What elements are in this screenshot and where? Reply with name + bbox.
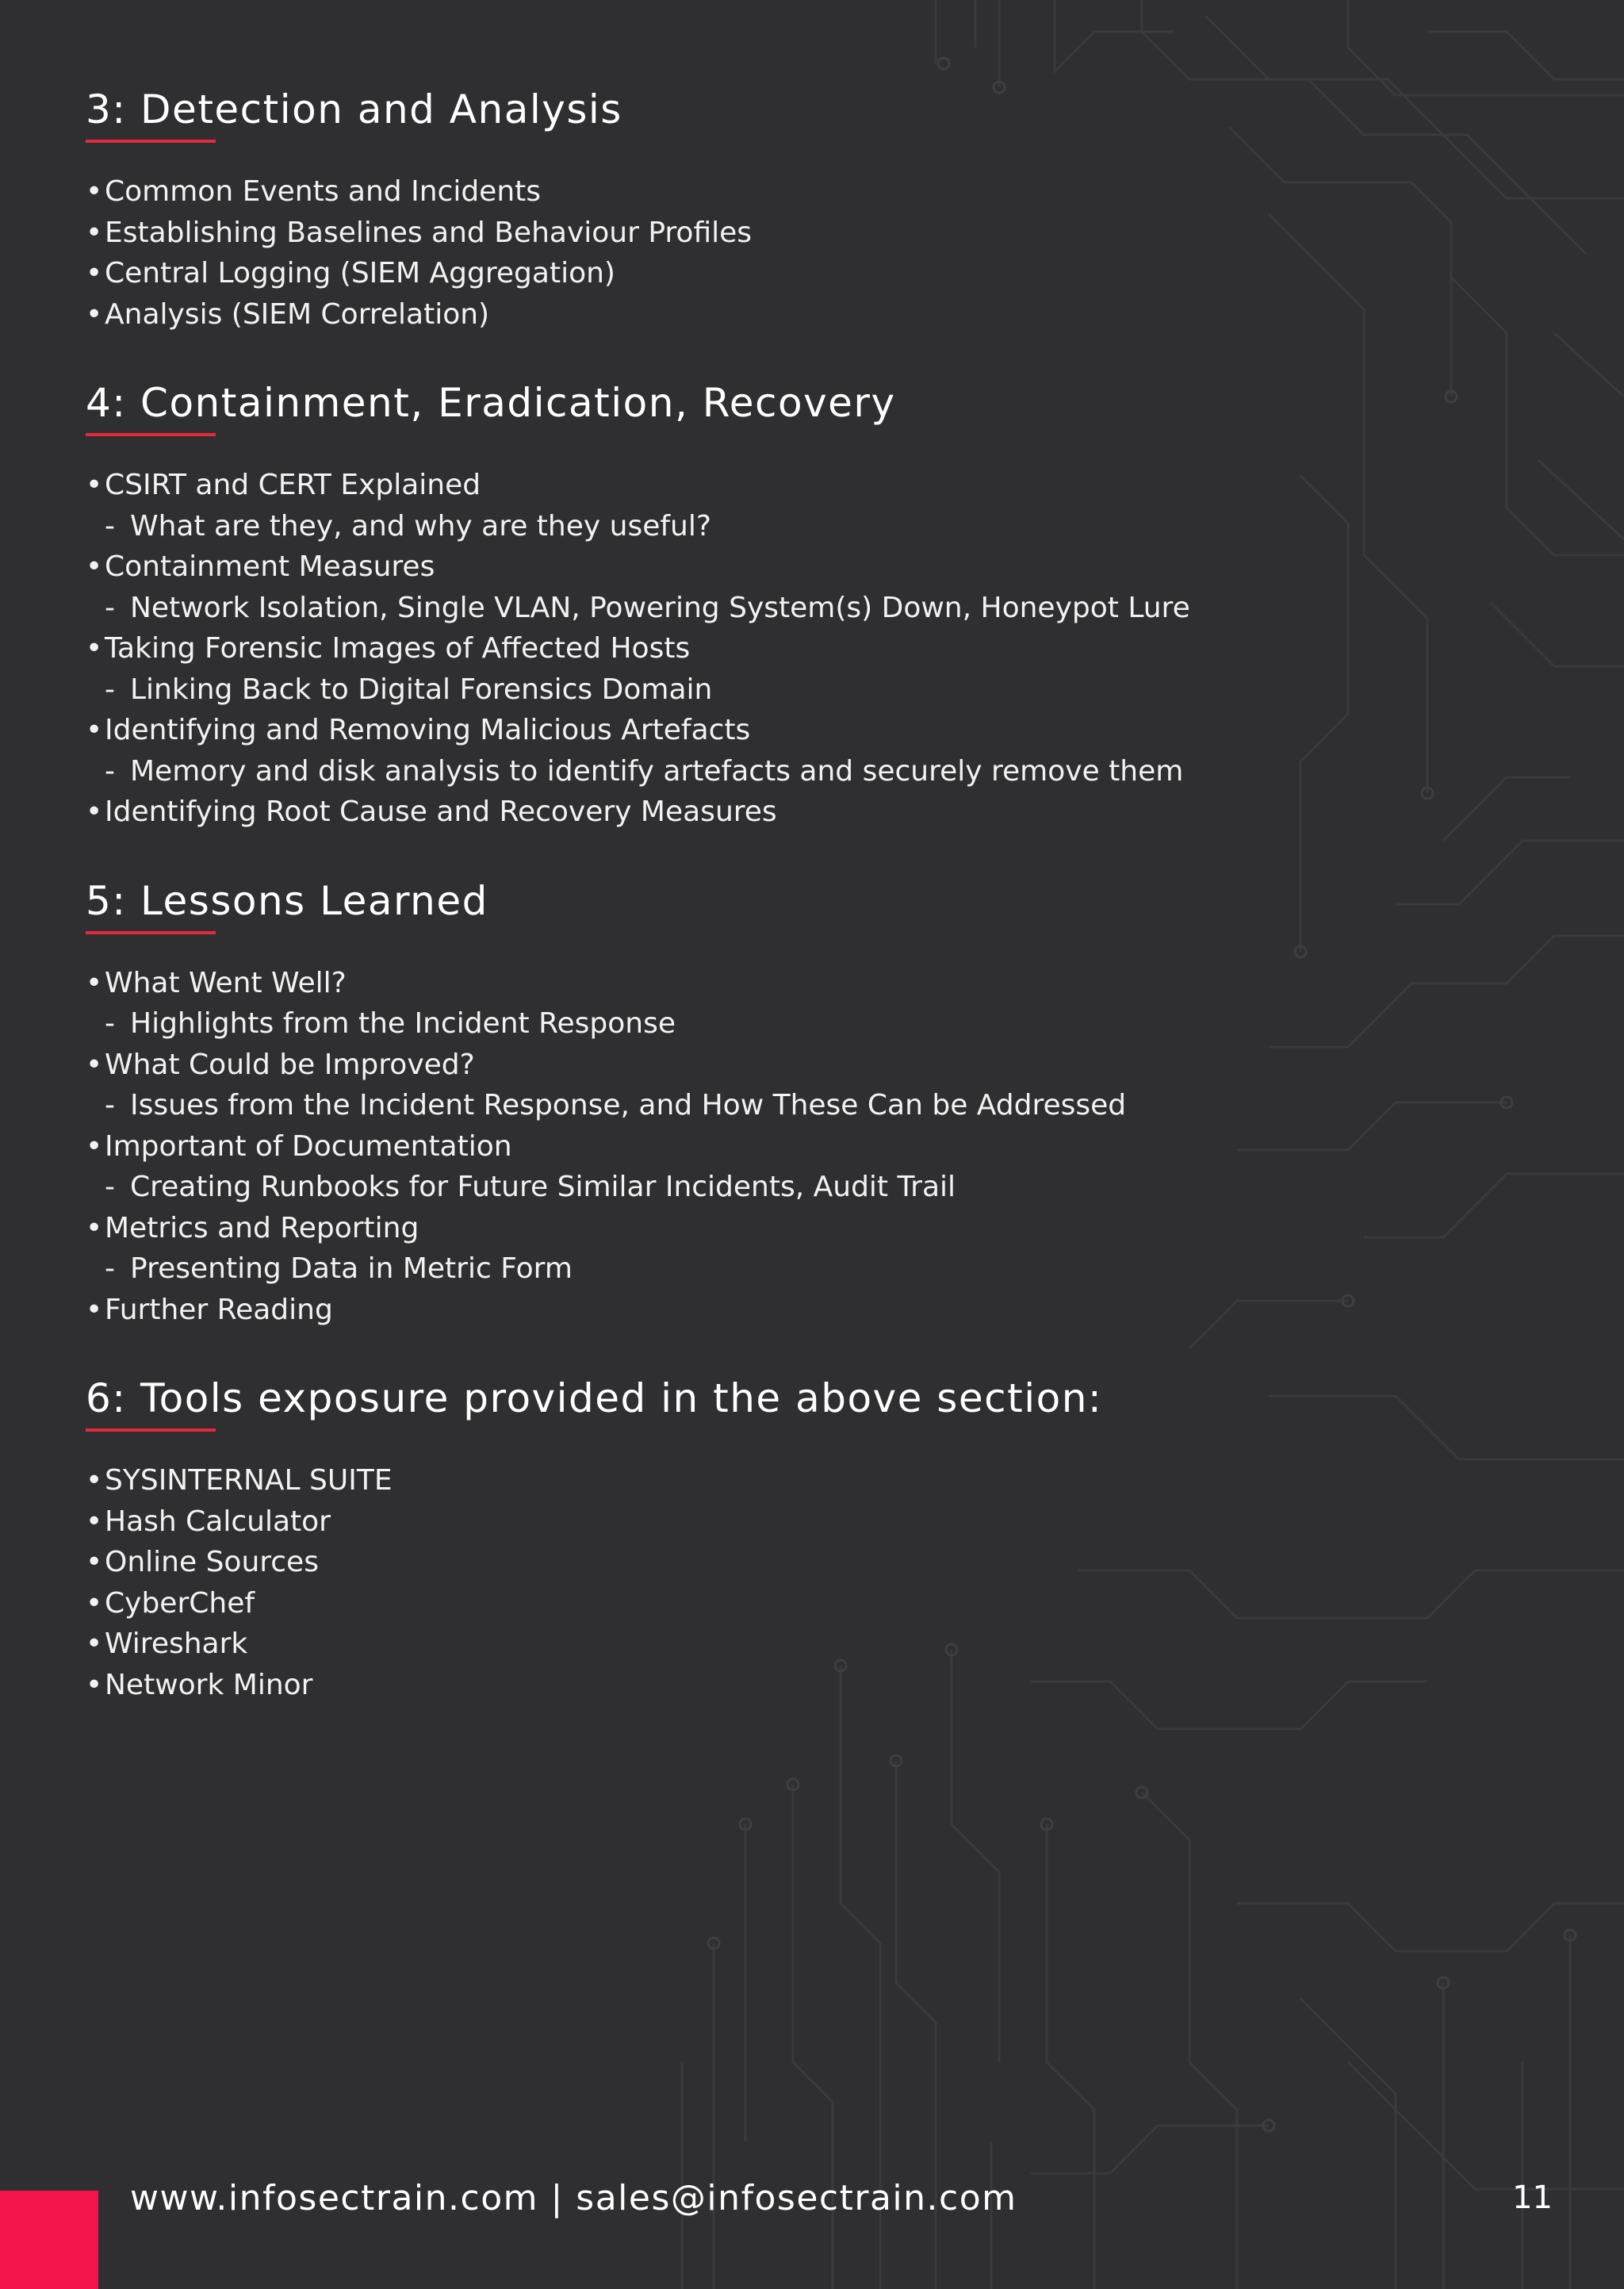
list-item: •Common Events and Incidents	[86, 171, 1434, 213]
list-item: •Taking Forensic Images of Affected Hosts	[86, 628, 1434, 669]
dash-icon: -	[105, 591, 115, 624]
bullet-icon: •	[86, 1628, 103, 1660]
bullet-icon: •	[86, 1546, 103, 1578]
list-item: •SYSINTERNAL SUITE	[86, 1460, 1434, 1501]
section-title: 6: Tools exposure provided in the above section:	[86, 1375, 1103, 1421]
section-title: 5: Lessons Learned	[86, 877, 488, 924]
dash-icon: -	[105, 1171, 115, 1203]
dash-icon: -	[105, 1252, 115, 1285]
list-item: •What Went Well?	[86, 963, 1434, 1004]
bullet-icon: •	[86, 966, 103, 999]
bullet-icon: •	[86, 1048, 103, 1081]
bullet-icon: •	[86, 1293, 103, 1326]
bullet-icon: •	[86, 1586, 103, 1620]
list-item: •Identifying and Removing Malicious Artefacts	[86, 710, 1434, 751]
sub-item: - Issues from the Incident Response, and How These Can be Addressed	[86, 1085, 1434, 1126]
list-item: •Containment Measures	[86, 546, 1434, 588]
bullet-icon: •	[86, 469, 103, 501]
list-item: •Central Logging (SIEM Aggregation)	[86, 253, 1434, 294]
dash-icon: -	[105, 509, 115, 543]
title-underline	[86, 931, 216, 934]
dash-icon: -	[105, 1089, 115, 1121]
footer-contact: www.infosectrain.com | sales@infosectrain.com	[130, 2178, 1017, 2218]
sub-item: - Linking Back to Digital Forensics Domain	[86, 669, 1434, 711]
bullet-icon: •	[86, 216, 103, 249]
bullet-icon: •	[86, 714, 103, 746]
dash-icon: -	[105, 1007, 115, 1040]
dash-icon: -	[105, 754, 115, 788]
bullet-icon: •	[86, 175, 103, 208]
list-item: •Hash Calculator	[86, 1501, 1434, 1543]
sub-item: - Presenting Data in Metric Form	[86, 1248, 1434, 1290]
bullet-list	[86, 465, 1434, 833]
bullet-icon: •	[86, 550, 103, 583]
list-item: •Online Sources	[86, 1542, 1434, 1583]
bullet-icon: •	[86, 1505, 103, 1538]
list-item: •Further Reading	[86, 1290, 1434, 1331]
list-item: •Establishing Baselines and Behaviour Profiles	[86, 213, 1434, 254]
bullet-icon: •	[86, 632, 103, 665]
title-underline	[86, 1428, 216, 1432]
section-detection-analysis	[86, 79, 1434, 335]
section-tools-exposure	[86, 1368, 1434, 1705]
page-content	[86, 79, 1434, 1743]
bullet-list	[86, 1460, 1434, 1705]
bullet-icon: •	[86, 1464, 103, 1497]
list-item: •What Could be Improved?	[86, 1045, 1434, 1086]
bullet-icon: •	[86, 1129, 103, 1163]
sub-item: - Memory and disk analysis to identify artefacts and securely remove them	[86, 751, 1434, 792]
bullet-list	[86, 963, 1434, 1331]
sub-item: - What are they, and why are they useful?	[86, 506, 1434, 547]
footer-accent-square	[0, 2191, 98, 2289]
list-item: •Identifying Root Cause and Recovery Measures	[86, 792, 1434, 833]
section-lessons-learned	[86, 871, 1434, 1331]
title-underline	[86, 140, 216, 143]
sub-item: - Network Isolation, Single VLAN, Powering System(s) Down, Honeypot Lure	[86, 588, 1434, 629]
list-item: •Metrics and Reporting	[86, 1208, 1434, 1249]
bullet-icon: •	[86, 1211, 103, 1244]
bullet-list	[86, 171, 1434, 335]
list-item: •CyberChef	[86, 1583, 1434, 1624]
section-title: 4: Containment, Eradication, Recovery	[86, 380, 896, 426]
title-underline	[86, 433, 216, 436]
bullet-icon: •	[86, 257, 103, 289]
dash-icon: -	[105, 673, 115, 706]
list-item: •Network Minor	[86, 1665, 1434, 1706]
list-item: •CSIRT and CERT Explained	[86, 465, 1434, 506]
bullet-icon: •	[86, 1668, 103, 1701]
page-number: 11	[1512, 2180, 1553, 2216]
list-item: •Important of Documentation	[86, 1126, 1434, 1168]
section-title: 3: Detection and Analysis	[86, 86, 622, 132]
bullet-icon: •	[86, 297, 103, 331]
bullet-icon: •	[86, 796, 103, 828]
list-item: •Analysis (SIEM Correlation)	[86, 294, 1434, 335]
list-item: •Wireshark	[86, 1624, 1434, 1665]
section-containment-eradication-recovery	[86, 373, 1434, 833]
sub-item: - Highlights from the Incident Response	[86, 1003, 1434, 1045]
sub-item: - Creating Runbooks for Future Similar Incidents, Audit Trail	[86, 1167, 1434, 1208]
